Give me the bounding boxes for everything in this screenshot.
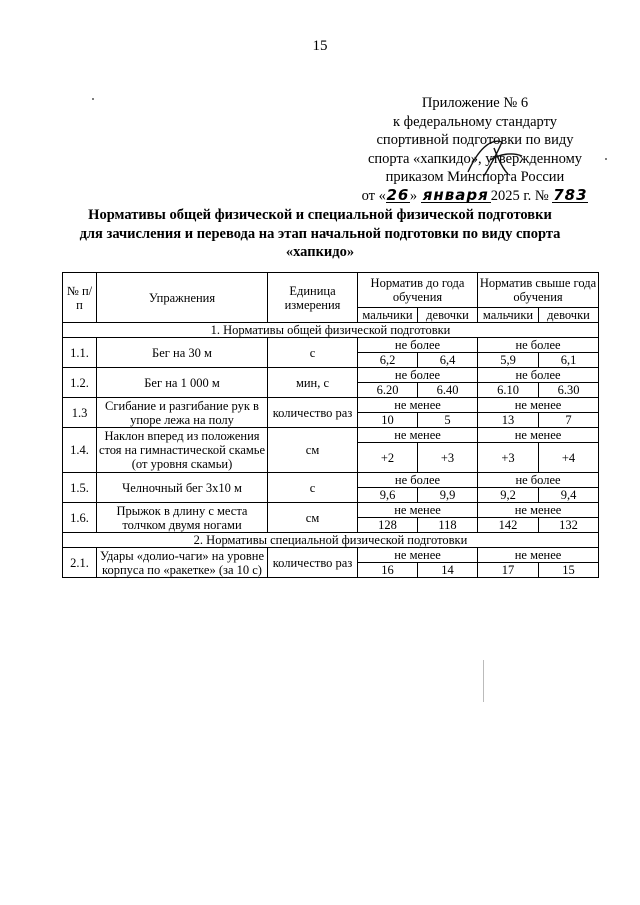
date-month: января bbox=[421, 188, 491, 203]
row-exercise: Челночный бег 3x10 м bbox=[97, 473, 268, 503]
row-num: 1.4. bbox=[63, 428, 97, 473]
row-condition: не более bbox=[358, 473, 478, 488]
date-prefix: от « bbox=[361, 187, 386, 204]
order-date-line bbox=[350, 187, 600, 206]
value-cell: 118 bbox=[418, 518, 478, 533]
row-unit: количество раз bbox=[268, 398, 358, 428]
value-cell: +4 bbox=[539, 443, 599, 473]
header-boys-2: мальчики bbox=[478, 308, 539, 323]
row-num: 1.1. bbox=[63, 338, 97, 368]
row-num: 2.1. bbox=[63, 548, 97, 578]
table-row bbox=[63, 338, 599, 353]
row-condition: не менее bbox=[358, 398, 478, 413]
row-condition: не менее bbox=[478, 398, 599, 413]
row-condition: не более bbox=[478, 338, 599, 353]
row-exercise: Сгибание и разгибание рук в упоре лежа на полу bbox=[97, 398, 268, 428]
value-cell: 13 bbox=[478, 413, 539, 428]
value-cell: +3 bbox=[478, 443, 539, 473]
row-exercise: Бег на 30 м bbox=[97, 338, 268, 368]
value-cell: +2 bbox=[358, 443, 418, 473]
header-norm-over-year: Норматив свыше года обучения bbox=[478, 273, 599, 308]
table-row bbox=[63, 368, 599, 383]
row-num: 1.2. bbox=[63, 368, 97, 398]
row-condition: не менее bbox=[358, 503, 478, 518]
value-cell: 6.10 bbox=[478, 383, 539, 398]
row-exercise: Удары «долио-чаги» на уровне корпуса по «ракетке» (за 10 с) bbox=[97, 548, 268, 578]
row-unit: см bbox=[268, 503, 358, 533]
value-cell: 16 bbox=[358, 563, 418, 578]
value-cell: 6,1 bbox=[539, 353, 599, 368]
table-header-row bbox=[63, 273, 599, 308]
value-cell: 5 bbox=[418, 413, 478, 428]
row-unit: с bbox=[268, 473, 358, 503]
row-condition: не более bbox=[358, 368, 478, 383]
row-exercise: Наклон вперед из положения стоя на гимнастической скамье (от уровня скамьи) bbox=[97, 428, 268, 473]
value-cell: 14 bbox=[418, 563, 478, 578]
value-cell: 6.40 bbox=[418, 383, 478, 398]
row-exercise: Прыжок в длину с места толчком двумя ногами bbox=[97, 503, 268, 533]
row-exercise: Бег на 1 000 м bbox=[97, 368, 268, 398]
appendix-line-2: к федеральному стандарту bbox=[393, 113, 557, 130]
appendix-line-3: спортивной подготовки по виду bbox=[376, 132, 574, 148]
date-day: 26 bbox=[386, 185, 410, 204]
scan-speck bbox=[92, 98, 94, 100]
value-cell: 5,9 bbox=[478, 353, 539, 368]
row-condition: не менее bbox=[478, 428, 599, 443]
value-cell: 132 bbox=[539, 518, 599, 533]
header-norm-first-year: Норматив до года обучения bbox=[358, 273, 478, 308]
appendix-line-1: Приложение № 6 bbox=[421, 95, 529, 111]
order-number: 783 bbox=[553, 185, 588, 204]
appendix-line-4: спорта «хапкидо», утвержденному bbox=[367, 150, 583, 167]
table-row bbox=[63, 548, 599, 563]
section-row bbox=[63, 323, 599, 338]
value-cell: 6,2 bbox=[358, 353, 418, 368]
header-boys-1: мальчики bbox=[358, 308, 418, 323]
value-cell: 9,6 bbox=[358, 488, 418, 503]
row-condition: не менее bbox=[358, 548, 478, 563]
date-year: 2025 г. № bbox=[490, 187, 549, 204]
value-cell: 6.30 bbox=[539, 383, 599, 398]
title-line-1: Нормативы общей физической и специальной физической подготовки bbox=[88, 207, 552, 223]
row-condition: не более bbox=[478, 368, 599, 383]
row-unit: с bbox=[268, 338, 358, 368]
value-cell: 6,4 bbox=[418, 353, 478, 368]
title-line-3: «хапкидо» bbox=[285, 244, 355, 260]
row-num: 1.6. bbox=[63, 503, 97, 533]
table-row bbox=[63, 473, 599, 488]
scan-speck bbox=[605, 158, 607, 160]
document-title bbox=[60, 206, 580, 262]
header-num: № п/п bbox=[63, 273, 97, 323]
value-cell: 142 bbox=[478, 518, 539, 533]
row-condition: не менее bbox=[478, 503, 599, 518]
appendix-line-5: приказом Минспорта России bbox=[385, 169, 565, 185]
row-unit: мин, с bbox=[268, 368, 358, 398]
row-condition: не менее bbox=[358, 428, 478, 443]
value-cell: 9,2 bbox=[478, 488, 539, 503]
page-number: 15 bbox=[312, 38, 328, 54]
section-row bbox=[63, 533, 599, 548]
table-row bbox=[63, 503, 599, 518]
header-girls-1: девочки bbox=[418, 308, 478, 323]
value-cell: 9,9 bbox=[418, 488, 478, 503]
row-num: 1.3 bbox=[63, 398, 97, 428]
date-mid: » bbox=[409, 187, 418, 204]
row-condition: не более bbox=[358, 338, 478, 353]
value-cell: 10 bbox=[358, 413, 418, 428]
value-cell: 6.20 bbox=[358, 383, 418, 398]
signature-scribble bbox=[460, 130, 530, 180]
row-num: 1.5. bbox=[63, 473, 97, 503]
value-cell: 128 bbox=[358, 518, 418, 533]
header-girls-2: девочки bbox=[539, 308, 599, 323]
value-cell: 17 bbox=[478, 563, 539, 578]
header-unit: Единица измерения bbox=[268, 273, 358, 323]
title-line-2: для зачисления и перевода на этап начальной подготовки по виду спорта bbox=[79, 225, 561, 242]
row-unit: количество раз bbox=[268, 548, 358, 578]
scan-artifact-line bbox=[483, 660, 484, 702]
value-cell: +3 bbox=[418, 443, 478, 473]
norms-table bbox=[62, 272, 599, 578]
table-row bbox=[63, 398, 599, 413]
section-title: 1. Нормативы общей физической подготовки bbox=[63, 323, 599, 338]
header-exercise: Упражнения bbox=[97, 273, 268, 323]
table-row bbox=[63, 428, 599, 443]
section-title: 2. Нормативы специальной физической подготовки bbox=[63, 533, 599, 548]
row-condition: не более bbox=[478, 473, 599, 488]
value-cell: 15 bbox=[539, 563, 599, 578]
value-cell: 9,4 bbox=[539, 488, 599, 503]
value-cell: 7 bbox=[539, 413, 599, 428]
row-unit: см bbox=[268, 428, 358, 473]
row-condition: не менее bbox=[478, 548, 599, 563]
